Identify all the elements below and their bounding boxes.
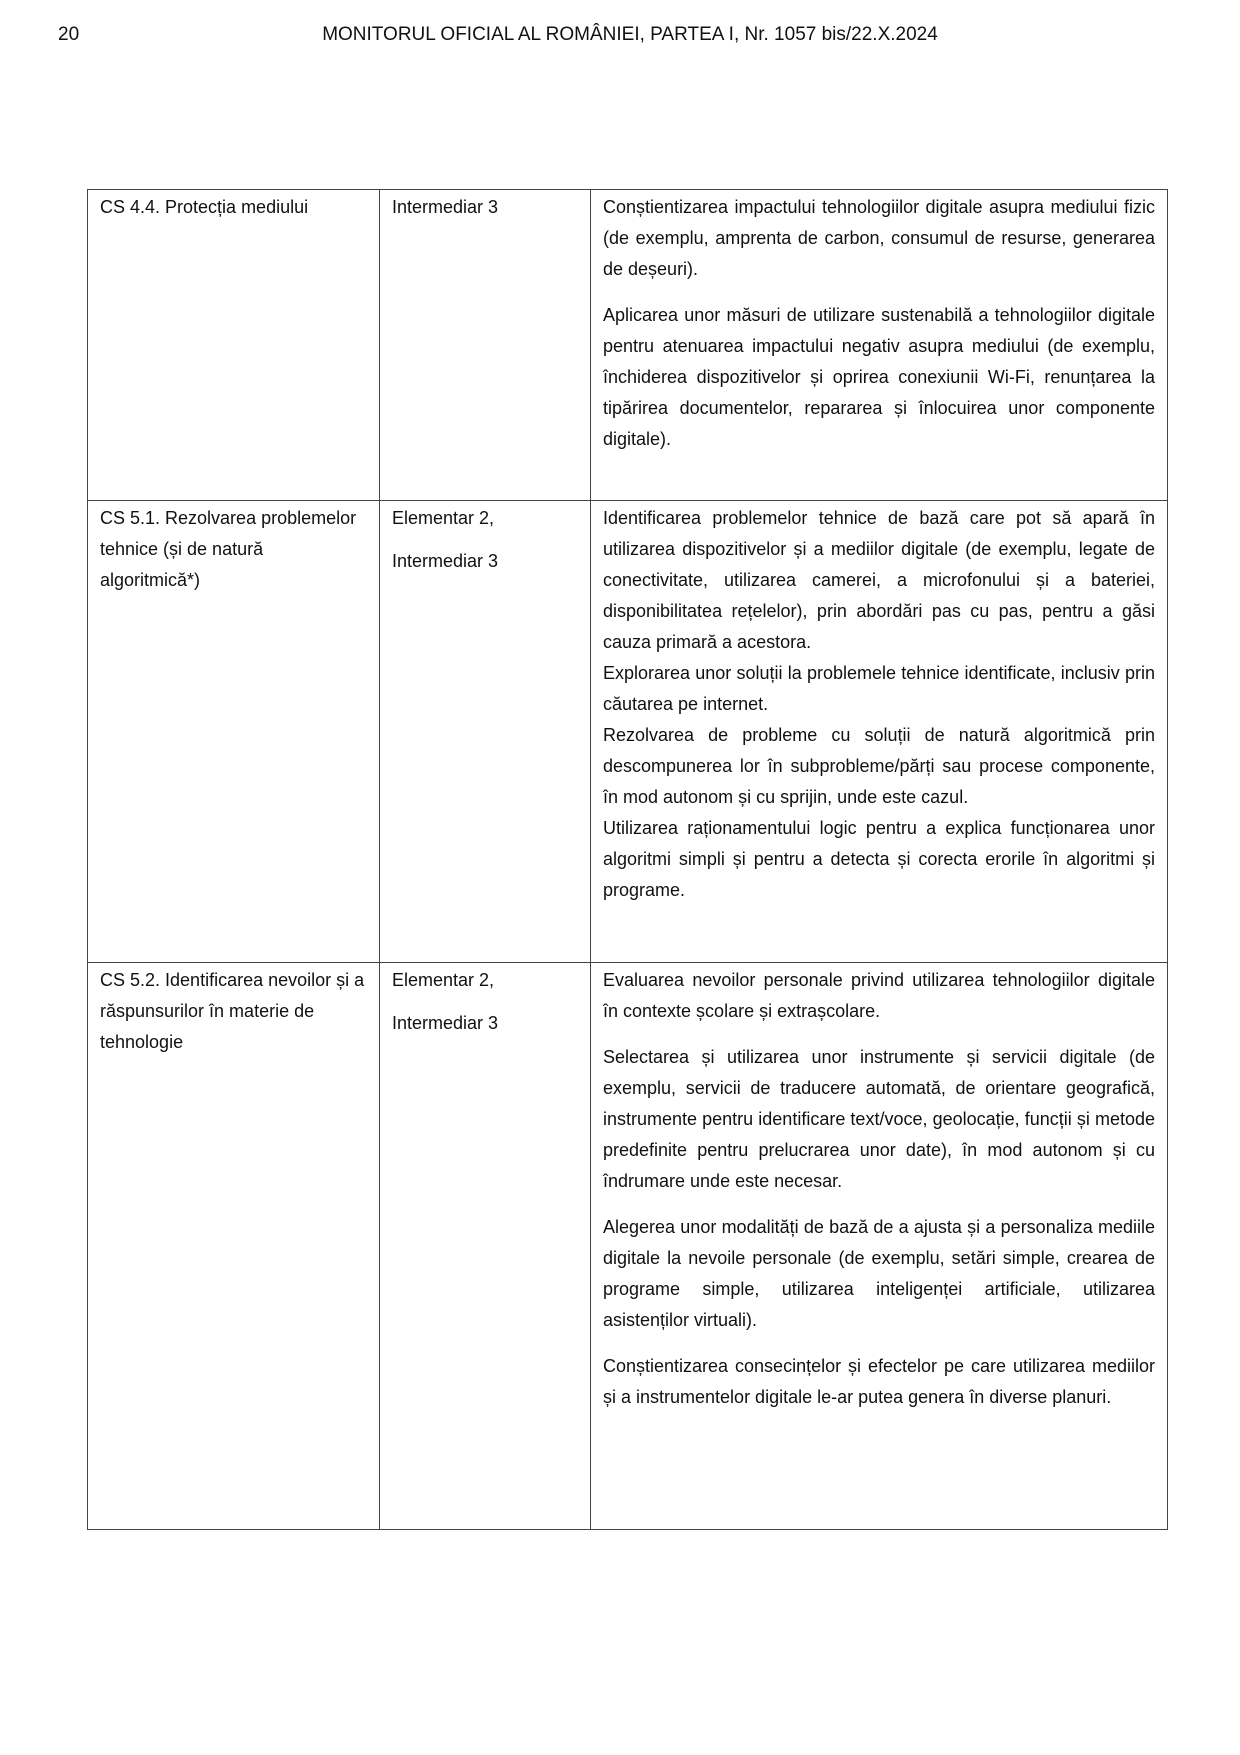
- competence-cell: CS 5.2. Identificarea nevoilor și a răspunsurilor în materie de tehnologie: [88, 963, 380, 1530]
- level: Intermediar 3: [392, 1013, 499, 1033]
- page-number: 20: [58, 24, 80, 45]
- table-row: [88, 501, 1168, 963]
- activity-paragraph: Identificarea problemelor tehnice de bază care pot să apară în utilizarea dispozitivelor și a mediilor digitale (de exemplu, legate de conectivitate, utilizarea camerei, a microfonului și a bateriei, disponibilitatea rețelelor), prin abordări pas cu pas, pentru a găsi cauza primară a acestora.: [603, 508, 1155, 652]
- activity-paragraph: Evaluarea nevoilor personale privind utilizarea tehnologiilor digitale în contexte școlare și extrașcolare.: [603, 970, 1155, 1021]
- activity-paragraph: Utilizarea raționamentului logic pentru a explica funcționarea unor algoritmi simpli și pentru a detecta și corecta erorile în algoritmi și programe.: [603, 818, 1155, 900]
- table-row: [88, 190, 1168, 501]
- publication-header: MONITORUL OFICIAL AL ROMÂNIEI, PARTEA I, Nr. 1057 bis/22.X.2024: [322, 24, 938, 45]
- activity-cell: [591, 963, 1168, 1530]
- activity-paragraph: Selectarea și utilizarea unor instrumente și servicii digitale (de exemplu, servicii de traducere automată, de orientare geografică, instrumente pentru identificare text/voce, geolocație, funcții și metode predefinite pentru prelucrarea unor date), în mod autonom și cu îndrumare unde este necesar.: [603, 1047, 1155, 1191]
- level-cell: [380, 963, 591, 1530]
- activity-cell: [591, 190, 1168, 501]
- level-cell: [380, 190, 591, 501]
- level: Intermediar 3: [392, 197, 499, 217]
- activity-paragraph: Rezolvarea de probleme cu soluții de natură algoritmică prin descompunerea lor în subprobleme/părți sau procese componente, în mod autonom și cu sprijin, unde este cazul.: [603, 725, 1155, 807]
- competence-cell: CS 4.4. Protecția mediului: [88, 190, 380, 501]
- level: Intermediar 3: [392, 551, 499, 571]
- level: Elementar 2,: [392, 508, 495, 528]
- table-row: [88, 963, 1168, 1530]
- activity-paragraph: Explorarea unor soluții la problemele tehnice identificate, inclusiv prin căutarea pe internet.: [603, 663, 1155, 714]
- level: Elementar 2,: [392, 970, 495, 990]
- activity-paragraph: Aplicarea unor măsuri de utilizare sustenabilă a tehnologiilor digitale pentru atenuarea impactului negativ asupra mediului (de exemplu, închiderea dispozitivelor și oprirea conexiunii Wi-Fi, renunțarea la tipărirea documentelor, repararea și înlocuirea unor componente digitale).: [603, 305, 1155, 449]
- activity-paragraph: Conștientizarea impactului tehnologiilor digitale asupra mediului fizic (de exemplu, amprenta de carbon, consumul de resurse, generarea de deșeuri).: [603, 197, 1155, 279]
- level-cell: [380, 501, 591, 963]
- competence-table: [87, 189, 1168, 1530]
- activity-paragraph: Conștientizarea consecințelor și efectelor pe care utilizarea mediilor și a instrumentelor digitale le-ar putea genera în diverse planuri.: [603, 1356, 1155, 1407]
- activity-cell: [591, 501, 1168, 963]
- activity-paragraph: Alegerea unor modalități de bază de a ajusta și a personaliza mediile digitale la nevoile personale (de exemplu, setări simple, crearea de programe simple, utilizarea inteligenței artificiale, utilizarea asistenților virtuali).: [603, 1217, 1155, 1330]
- competence-cell: CS 5.1. Rezolvarea problemelor tehnice (și de natură algoritmică*): [88, 501, 380, 963]
